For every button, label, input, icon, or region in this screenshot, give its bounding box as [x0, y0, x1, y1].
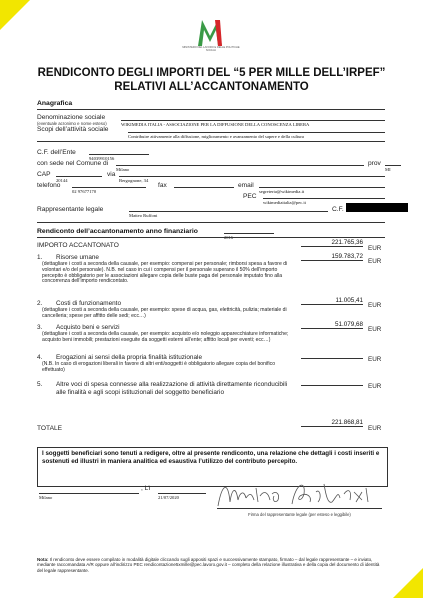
importo-currency: EUR — [368, 245, 382, 252]
item-1-currency: EUR — [368, 258, 382, 265]
item-4-title: Erogazioni ai sensi della propria finalità istituzionale — [56, 354, 203, 361]
totale-currency: EUR — [368, 425, 382, 432]
fax-field[interactable] — [174, 180, 234, 188]
scopi-value: Contribuire attivamente alla diffusione, miglioramento e avanzamento del sapere e della cultura — [128, 134, 304, 139]
email-field[interactable] — [259, 180, 385, 194]
rendiconto-top-divider — [37, 222, 385, 223]
rappresentante-field[interactable] — [129, 204, 328, 218]
logo-caption: MINISTERO DEL LAVORO E DELLE POLITICHE SOCIALI — [182, 46, 240, 52]
rendiconto-divider — [37, 237, 385, 238]
rendiconto-section-title: Rendiconto dell’accantonamento anno finanziario — [37, 228, 198, 235]
email-label: email — [238, 182, 254, 189]
item-1-description: (dettagliare i costi a seconda della causale, per esempio: compensi per personale; rimborsi spesa a favore di volontari e/o del personale). N.B. nel caso in cui i compensi per il personale superano il 50% dell’importo percepito è obbligatorio per le associazioni allegare copia delle buste paga del personale imputato fino alla concorrenza dell’importo rendicontato. — [42, 261, 288, 285]
telefono-field[interactable] — [72, 178, 149, 194]
data-value: 21/07/2020 — [158, 495, 179, 500]
item-3-title: Acquisto beni e servizi — [56, 324, 120, 331]
item-3-description: (dettagliare i costi a seconda della causale, per esempio: acquisto e/o noleggio apparecchiature informatiche; acquisto beni immobili; prestazioni eseguite da soggetti esterni all’ente; affitto locali per eventi; ecc…) — [42, 331, 289, 343]
totale-label: TOTALE — [37, 425, 63, 432]
telefono-value: 02 97677170 — [72, 189, 97, 194]
ministry-logo-icon — [193, 16, 227, 50]
item-2-amount: 11.005,41 — [335, 297, 363, 304]
pec-label: PEC — [243, 193, 257, 200]
comune-value: Milano — [116, 167, 130, 172]
item-4-description: (N.B. In caso di erogazioni liberali in favore di altri enti/soggetti è obbligatorio allegare copia del bonifico effettuato) — [42, 361, 276, 373]
item-3-amount-field[interactable] — [301, 321, 363, 329]
cf-ente-label: C.F. dell’Ente — [37, 149, 76, 156]
item-2-amount-field[interactable] — [301, 297, 363, 305]
li-label: , Lì — [141, 485, 151, 492]
comune-label: con sede nel Comune di — [37, 160, 109, 167]
item-2-description: (dettagliare i costi a seconda della causale, per esempio: spese di acqua, gas, elettricità, pulizia; materiale di cancelleria; spese per affitto delle sedi; ecc…) — [42, 307, 287, 319]
prov-field[interactable] — [385, 158, 401, 172]
item-1-amount: 159.783,72 — [331, 253, 363, 260]
item-2-title: Costi di funzionamento — [56, 300, 122, 307]
scopi-field[interactable] — [128, 125, 385, 139]
data-field[interactable] — [158, 486, 206, 500]
cap-label: CAP — [37, 171, 51, 178]
item-2-currency: EUR — [368, 302, 382, 309]
signature-line — [217, 508, 382, 509]
item-3-amount: 51.079,68 — [334, 321, 363, 328]
prov-value: MI — [385, 167, 391, 172]
title-line-2: RELATIVI ALL’ACCANTONAMENTO — [114, 81, 309, 93]
cap-value: 20144 — [56, 178, 68, 183]
scopi-field-line-2[interactable] — [37, 134, 385, 142]
item-3-currency: EUR — [368, 326, 382, 333]
item-2-number: 2. — [37, 300, 43, 307]
rappresentante-value: Matteo Ruffoni — [129, 213, 158, 218]
comune-field[interactable] — [116, 158, 364, 172]
pec-value: wikimediaitalia@pec.it — [263, 200, 306, 205]
anno-field[interactable] — [224, 226, 274, 240]
via-label: via — [107, 171, 116, 178]
pec-field[interactable] — [263, 191, 385, 205]
title-line-1: RENDICONTO DEGLI IMPORTI DEL “5 PER MILLE DELL’IRPEF” — [37, 67, 386, 79]
email-value: segreteria@wikimedia.it — [259, 189, 305, 194]
corner-decoration-bottom-right — [393, 568, 423, 598]
totale-value: 221.868,81 — [331, 419, 363, 426]
cf-rappresentante-redacted — [346, 203, 408, 212]
page-title — [20, 66, 403, 94]
item-1-title: Risorse umane — [56, 254, 99, 261]
cf-rappresentante-label: C.F. — [332, 206, 344, 213]
footer-note-label: Nota: — [37, 557, 49, 562]
item-1-amount-field[interactable] — [301, 253, 363, 261]
item-4-amount-field[interactable] — [301, 351, 363, 359]
importo-value: 221.765,36 — [331, 239, 363, 246]
via-value: Bergognone, 34 — [119, 178, 149, 183]
denominazione-field[interactable] — [121, 113, 385, 127]
item-5-title: Altre voci di spesa connesse alla realizzazione di attività direttamente riconducibili alle finalità e agli scopi istituzionali del soggetto beneficiario — [56, 381, 288, 396]
cf-ente-field[interactable] — [89, 147, 149, 161]
prov-label: prov — [368, 160, 381, 167]
totale-field[interactable] — [301, 419, 363, 427]
importo-field[interactable] — [301, 239, 363, 247]
item-5-currency: EUR — [368, 383, 382, 390]
importo-label: IMPORTO ACCANTONATO — [37, 242, 119, 249]
anno-value: 2016 — [224, 235, 234, 240]
signature-caption: Firma del rappresentante legale (per esteso e leggibile) — [248, 512, 351, 517]
item-5-amount-field[interactable] — [301, 378, 363, 386]
corner-decoration-top-left — [0, 0, 30, 30]
telefono-label: telefono — [37, 182, 61, 189]
item-3-number: 3. — [37, 324, 43, 331]
denominazione-label: Denominazione sociale — [37, 114, 106, 121]
fax-label: fax — [158, 182, 167, 189]
anagrafica-section-title: Anagrafica — [37, 100, 73, 107]
footer-note — [37, 557, 385, 573]
rappresentante-label: Rappresentante legale — [37, 206, 104, 213]
anagrafica-divider — [37, 109, 385, 110]
denominazione-value: WIKIMEDIA ITALIA - ASSOCIAZIONE PER LA DIFFUSIONE DELLA CONOSCENZA LIBERA — [121, 122, 310, 127]
item-1-number: 1. — [37, 254, 43, 261]
scopi-label: Scopi dell’attività sociale — [37, 126, 109, 133]
denominazione-sublabel: (eventuale acronimo e nome esteso) — [37, 121, 107, 126]
item-4-number: 4. — [37, 354, 43, 361]
footer-note-text: Il rendiconto deve essere compilato in modalità digitale cliccando sugli appositi spazi e successivamente stampato, firmato – dal legale rappresentante – e inviato, mediante raccomandata A/R oppure all’indirizzo PEC rendicontazione5xmille@pec.lavoro.gov.it – completo della relazione illustrativa e della copia del documento di identità del legale rappresentante. — [37, 557, 380, 573]
luogo-field[interactable] — [39, 486, 139, 500]
relazione-notice-text: I soggetti beneficiari sono tenuti a redigere, oltre al presente rendiconto, una relazione che dettagli i costi inseriti e sostenuti ed illustri in maniera analitica ed esaustiva l’utilizzo del contributo percepito. — [42, 450, 380, 466]
cf-ente-value: 94039910156 — [89, 156, 115, 161]
cap-field[interactable] — [56, 169, 102, 183]
item-4-currency: EUR — [368, 356, 382, 363]
luogo-value: Milano — [39, 495, 53, 500]
item-5-number: 5. — [37, 381, 43, 388]
via-field[interactable] — [119, 169, 385, 183]
